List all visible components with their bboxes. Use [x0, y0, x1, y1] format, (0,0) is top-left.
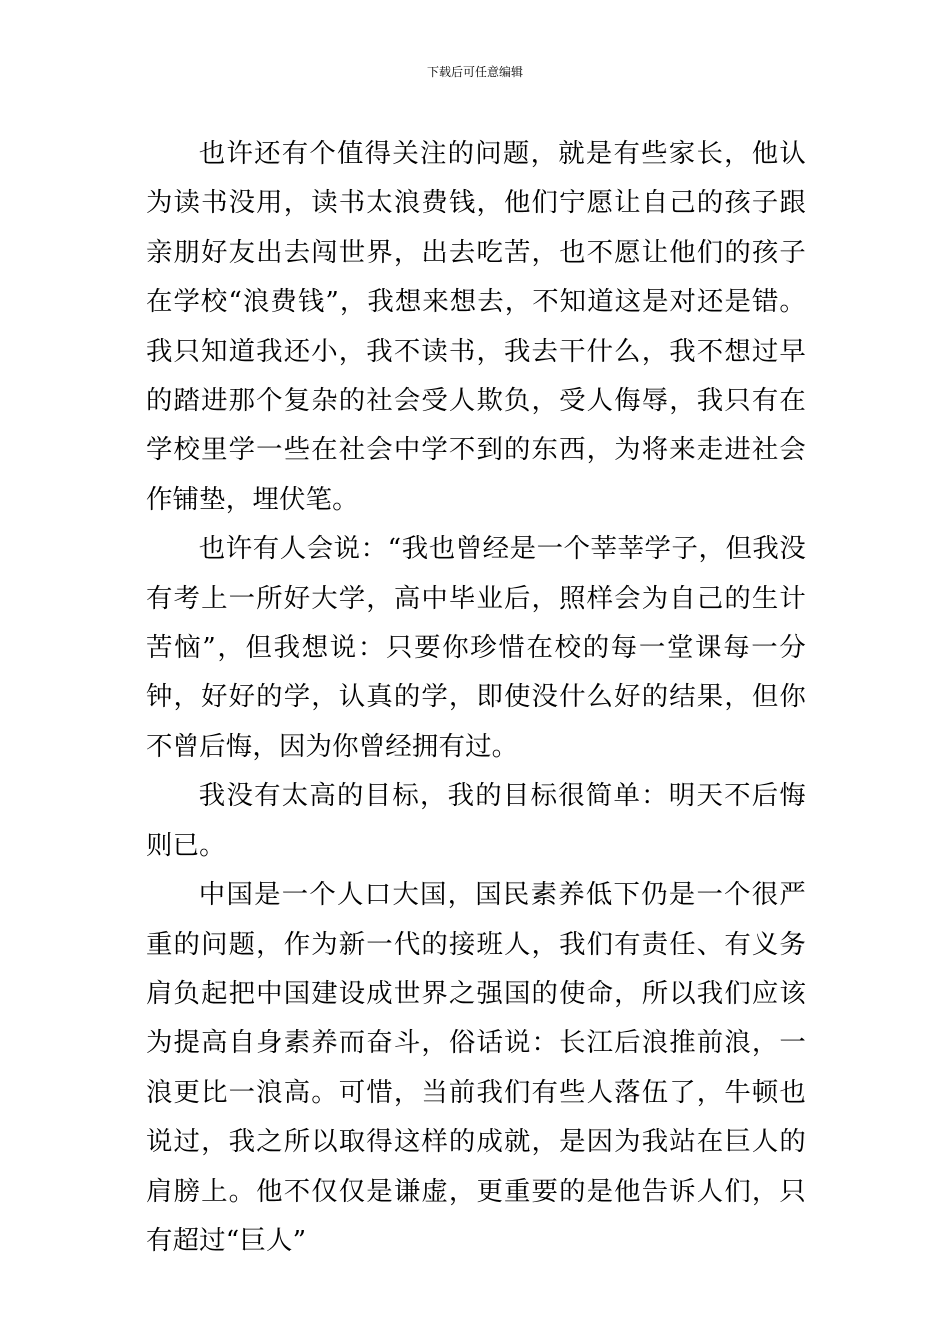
paragraph-1: 也许还有个值得关注的问题，就是有些家长，他认为读书没用，读书太浪费钱，他们宁愿让自己的孩子跟亲朋好友出去闯世界，出去吃苦，也不愿让他们的孩子在学校“浪费钱”，我想来想去，不知道这是对还是错。我只知道我还小，我不读书，我去干什么，我不想过早的踏进那个复杂的社会受人欺负，受人侮辱，我只有在学校里学一些在社会中学不到的东西，为将来走进社会作铺垫，埋伏笔。 [146, 138, 806, 515]
page-header: 下载后可任意编辑 [426, 65, 523, 79]
paragraph-4: 中国是一个人口大国，国民素养低下仍是一个很严重的问题，作为新一代的接班人，我们有责任、有义务肩负起把中国建设成世界之强国的使命，所以我们应该为提高自身素养而奋斗，俗话说：长江后浪推前浪，一浪更比一浪高。可惜，当前我们有些人落伍了，牛顿也说过，我之所以取得这样的成就，是因为我站在巨人的肩膀上。他不仅仅是谦虚，更重要的是他告诉人们，只有超过“巨人” [146, 879, 806, 1256]
body-text [146, 129, 806, 1265]
paragraph-2: 也许有人会说：“我也曾经是一个莘莘学子，但我没有考上一所好大学，高中毕业后，照样会为自己的生计苦恼”，但我想说：只要你珍惜在校的每一堂课每一分钟，好好的学，认真的学，即使没什么好的结果，但你不曾后悔，因为你曾经拥有过。 [146, 533, 806, 762]
paragraph-3: 我没有太高的目标，我的目标很简单：明天不后悔则已。 [146, 780, 806, 861]
